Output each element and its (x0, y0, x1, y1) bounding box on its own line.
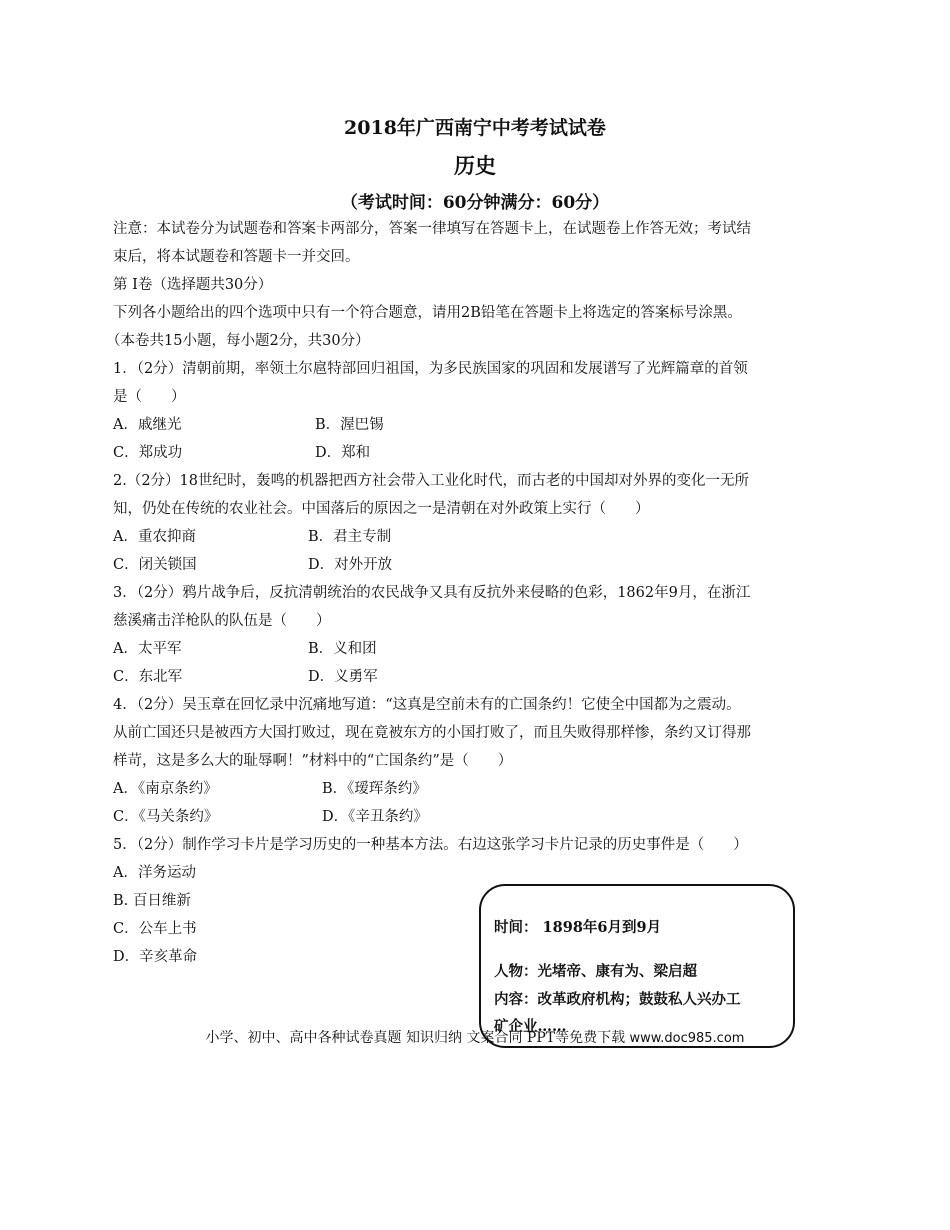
question-5-line-1: 5．（2分）制作学习卡片是学习历史的一种基本方法。右边这张学习卡片记录的历史事件是（ ） (113, 837, 748, 853)
question-1-line-2: 是（ ） (113, 389, 186, 405)
section-instruction: 下列各小题给出的四个选项中只有一个符合题意，请用2B铅笔在答题卡上将选定的答案标号涂黑。 (113, 305, 742, 321)
question-2-option-c: C．闭关锁国 (113, 557, 197, 573)
footer-text: 小学、初中、高中各种试卷真题 知识归纳 文案合同 PPT等免费下载 (205, 1030, 626, 1046)
question-4-line-3: 样苛，这是多么大的耻辱啊！”材料中的“亡国条约”是（ ） (113, 753, 513, 769)
notice-line-1: 注意：本试卷分为试题卷和答案卡两部分，答案一律填写在答题卡上，在试题卷上作答无效；考试结 (113, 221, 751, 237)
question-3-option-a: A．太平军 (113, 641, 182, 657)
question-4-option-c: C．《马关条约》 (113, 809, 219, 825)
notice-line-2: 束后，将本试题卷和答题卡一并交回。 (113, 249, 360, 265)
question-4-line-2: 从前亡国还只是被西方大国打败过，现在竟被东方的小国打败了，而且失败得那样惨，条约又订得那 (113, 725, 751, 741)
question-1-option-b: B．渥巴锡 (315, 417, 384, 433)
question-4-option-a: A．《南京条约》 (113, 781, 218, 797)
question-3-line-2: 慈溪痛击洋枪队的队伍是（ ） (113, 613, 331, 629)
question-2-line-1: 2.（2分）18世纪时，轰鸣的机器把西方社会带入工业化时代，而古老的中国却对外界的变化一无所 (113, 473, 750, 489)
card-time: 时间： 1898年6月到9月 (494, 919, 662, 936)
question-2-option-b: B．君主专制 (308, 529, 392, 545)
question-1-option-a: A．戚继光 (113, 417, 182, 433)
footer (0, 1027, 950, 1047)
question-2-option-a: A．重农抑商 (113, 529, 196, 545)
card-content-line-2: 矿企业…… (494, 1018, 567, 1035)
card-content-line-1: 内容：改革政府机构；鼓鼓私人兴办工 (494, 991, 741, 1008)
question-5-option-d: D．辛亥革命 (113, 949, 198, 965)
question-4-option-d: D．《辛丑条约》 (322, 809, 428, 825)
question-2-line-2: 知，仍处在传统的农业社会。中国落后的原因之一是清朝在对外政策上实行（ ） (113, 501, 650, 517)
question-4-line-1: 4．（2分）吴玉章在回忆录中沉痛地写道：“这真是空前未有的亡国条约！它使全中国都为之震动。 (113, 697, 741, 713)
subject-title: 历史 (454, 153, 496, 178)
question-5-option-c: C．公车上书 (113, 921, 197, 937)
section-summary: （本卷共15小题，每小题2分，共30分） (106, 333, 370, 349)
question-2-option-d: D．对外开放 (308, 557, 393, 573)
question-1-option-c: C．郑成功 (113, 445, 183, 461)
question-5-option-b: B. 百日维新 (113, 893, 191, 909)
question-3-option-c: C．东北军 (113, 669, 183, 685)
exam-title: 2018年广西南宁中考考试试卷 (344, 117, 606, 139)
section-heading: 第 Ⅰ卷（选择题共30分） (113, 277, 273, 293)
card-people: 人物：光堵帝、康有为、梁启超 (494, 963, 697, 980)
question-3-option-b: B．义和团 (308, 641, 377, 657)
question-5-option-a: A．洋务运动 (113, 865, 196, 881)
question-4-option-b: B．《瑷珲条约》 (322, 781, 427, 797)
footer-url[interactable]: www.doc985.com (629, 1031, 745, 1046)
question-1-line-1: 1．（2分）清朝前期，率领土尔扈特部回归祖国，为多民族国家的巩固和发展谱写了光辉篇章的首领 (113, 361, 748, 377)
time-note: （考试时间：60分钟满分：60分） (340, 193, 610, 213)
question-1-option-d: D．郑和 (315, 445, 371, 461)
question-3-option-d: D．义勇军 (308, 669, 378, 685)
question-3-line-1: 3．（2分）鸦片战争后，反抗清朝统治的农民战争又具有反抗外来侵略的色彩，1862年9月，在浙江 (113, 585, 751, 601)
study-card (479, 884, 795, 1048)
